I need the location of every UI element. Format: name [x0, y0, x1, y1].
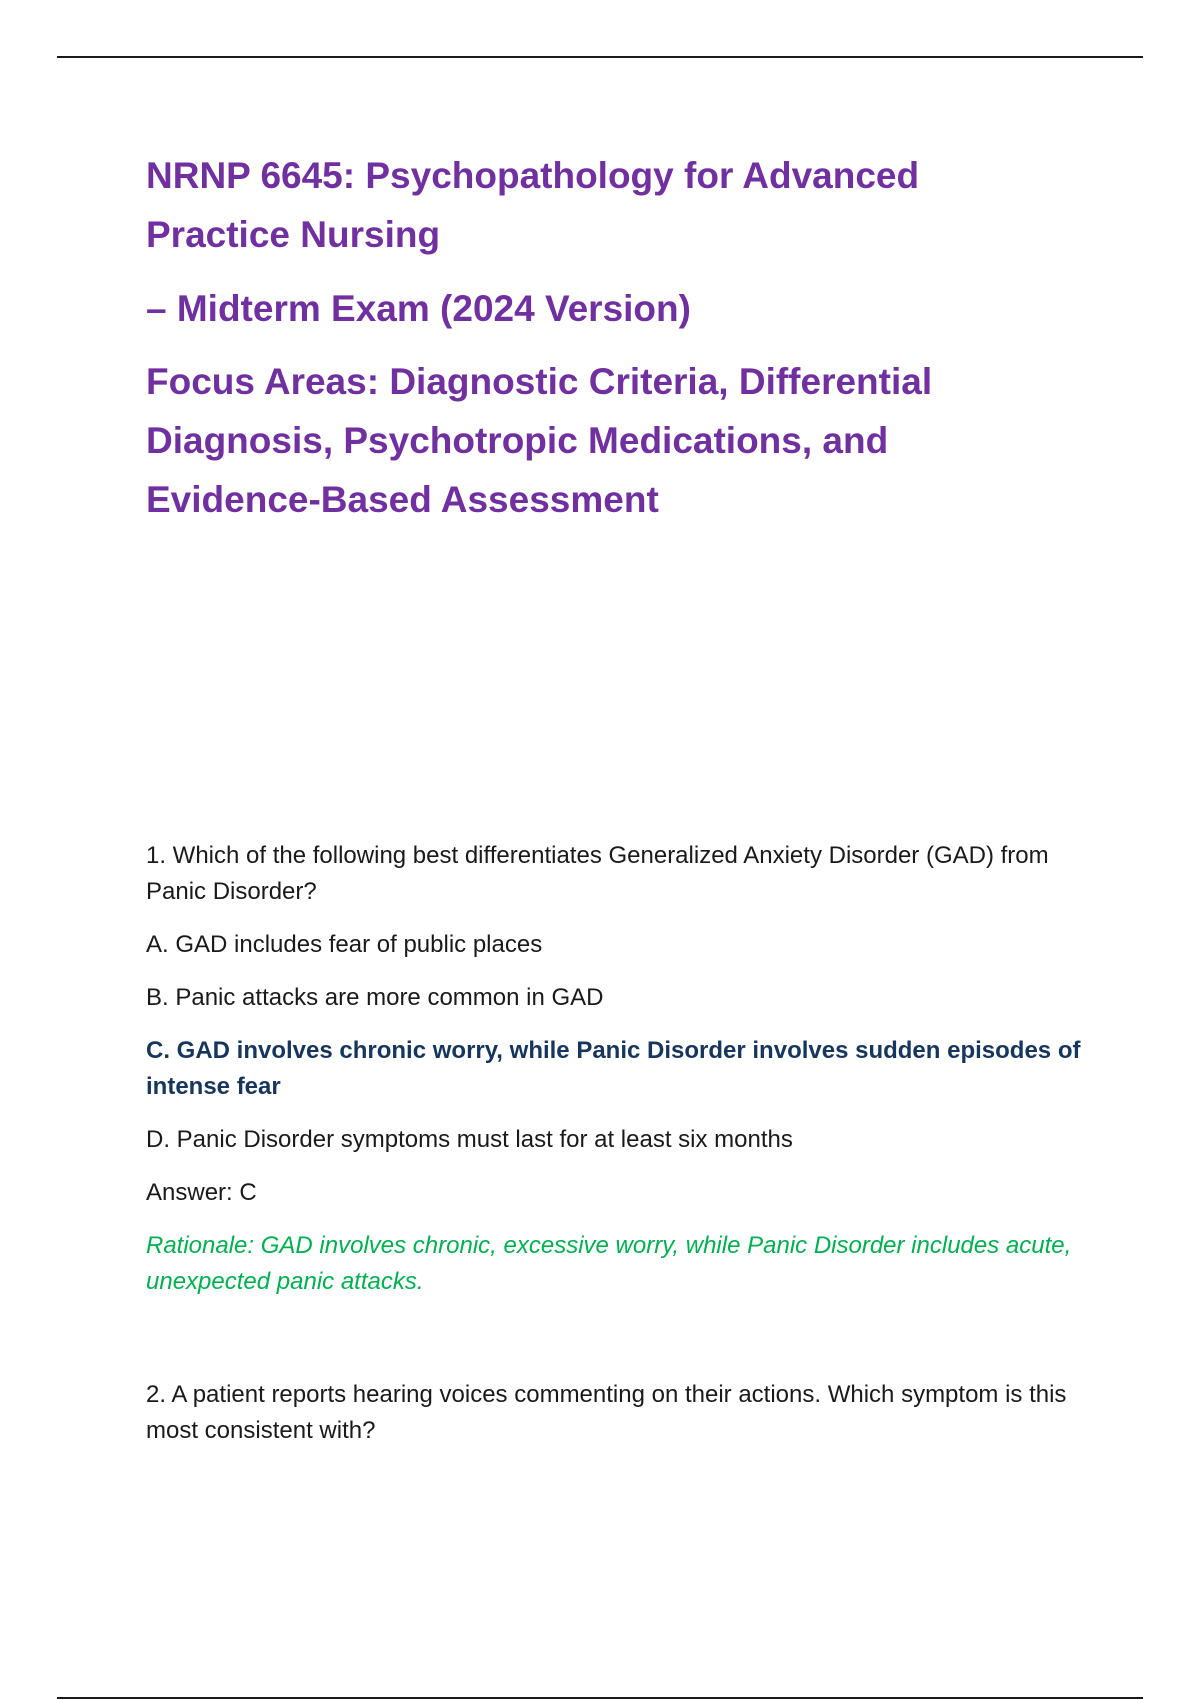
question-2-prompt: 2. A patient reports hearing voices commenting on their actions. Which symptom is this most consistent with? — [146, 1381, 1067, 1444]
option-b: B. Panic attacks are more common in GAD — [146, 984, 604, 1011]
focus-areas: Focus Areas: Diagnostic Criteria, Differential Diagnosis, Psychotropic Medications, and Evidence-Based Assessment — [146, 361, 933, 520]
document-title-block — [146, 146, 1046, 529]
document-title: NRNP 6645: Psychopathology for Advanced Practice Nursing — [146, 155, 920, 255]
bottom-rule — [57, 1697, 1143, 1699]
option-a: A. GAD includes fear of public places — [146, 931, 543, 958]
top-rule — [57, 56, 1143, 58]
rationale: Rationale: GAD involves chronic, excessive worry, while Panic Disorder includes acute, unexpected panic attacks. — [146, 1232, 1072, 1295]
answer-key: Answer: C — [146, 1179, 257, 1206]
question-1 — [146, 838, 1106, 1317]
option-c-correct: C. GAD involves chronic worry, while Panic Disorder involves sudden episodes of intense fear — [146, 1037, 1081, 1100]
document-subtitle: – Midterm Exam (2024 Version) — [146, 288, 691, 329]
option-d: D. Panic Disorder symptoms must last for at least six months — [146, 1126, 793, 1153]
question-prompt: 1. Which of the following best differentiates Generalized Anxiety Disorder (GAD) from Panic Disorder? — [146, 842, 1049, 905]
